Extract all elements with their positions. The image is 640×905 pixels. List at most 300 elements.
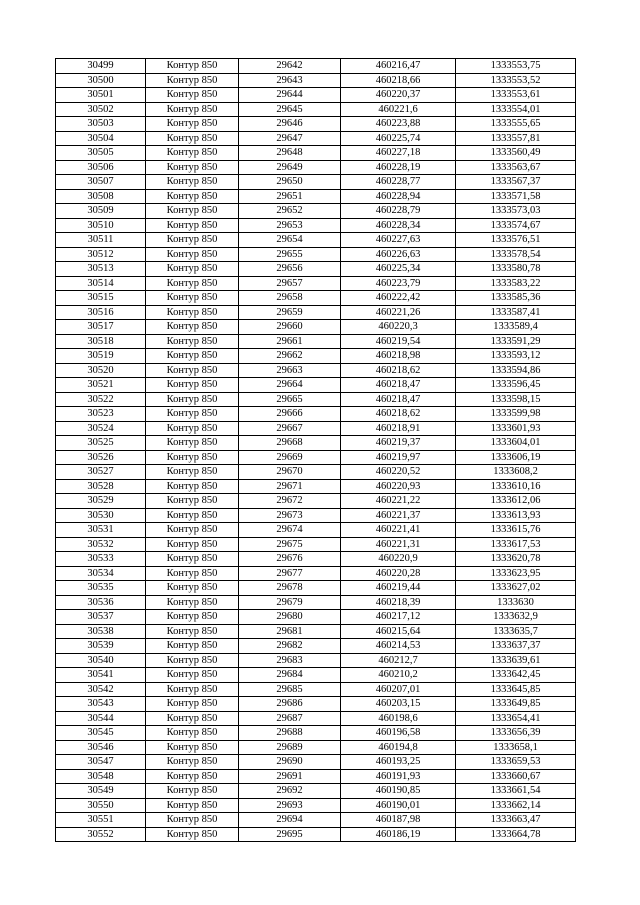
table-row bbox=[56, 537, 576, 552]
table-row bbox=[56, 73, 576, 88]
point-number-cell: 29663 bbox=[239, 363, 341, 378]
point-number-cell: 29694 bbox=[239, 813, 341, 828]
table-row bbox=[56, 421, 576, 436]
x-coordinate-cell: 460214,53 bbox=[341, 639, 456, 654]
y-coordinate-cell: 1333632,9 bbox=[456, 610, 576, 625]
y-coordinate-cell: 1333642,45 bbox=[456, 668, 576, 683]
contour-name-cell: Контур 850 bbox=[146, 407, 239, 422]
y-coordinate-cell: 1333553,52 bbox=[456, 73, 576, 88]
point-number-cell: 29683 bbox=[239, 653, 341, 668]
table-row bbox=[56, 349, 576, 364]
table-row bbox=[56, 784, 576, 799]
point-number-cell: 29666 bbox=[239, 407, 341, 422]
row-number-cell: 30526 bbox=[56, 450, 146, 465]
row-number-cell: 30519 bbox=[56, 349, 146, 364]
contour-name-cell: Контур 850 bbox=[146, 668, 239, 683]
contour-name-cell: Контур 850 bbox=[146, 349, 239, 364]
x-coordinate-cell: 460218,39 bbox=[341, 595, 456, 610]
table-row bbox=[56, 726, 576, 741]
y-coordinate-cell: 1333617,53 bbox=[456, 537, 576, 552]
point-number-cell: 29650 bbox=[239, 175, 341, 190]
y-coordinate-cell: 1333645,85 bbox=[456, 682, 576, 697]
row-number-cell: 30548 bbox=[56, 769, 146, 784]
point-number-cell: 29682 bbox=[239, 639, 341, 654]
point-number-cell: 29668 bbox=[239, 436, 341, 451]
table-row bbox=[56, 59, 576, 74]
y-coordinate-cell: 1333663,47 bbox=[456, 813, 576, 828]
table-row bbox=[56, 755, 576, 770]
point-number-cell: 29664 bbox=[239, 378, 341, 393]
point-number-cell: 29661 bbox=[239, 334, 341, 349]
contour-name-cell: Контур 850 bbox=[146, 305, 239, 320]
point-number-cell: 29645 bbox=[239, 102, 341, 117]
table-row bbox=[56, 639, 576, 654]
row-number-cell: 30534 bbox=[56, 566, 146, 581]
y-coordinate-cell: 1333594,86 bbox=[456, 363, 576, 378]
row-number-cell: 30538 bbox=[56, 624, 146, 639]
y-coordinate-cell: 1333576,51 bbox=[456, 233, 576, 248]
x-coordinate-cell: 460193,25 bbox=[341, 755, 456, 770]
contour-name-cell: Контур 850 bbox=[146, 392, 239, 407]
table-row bbox=[56, 175, 576, 190]
contour-name-cell: Контур 850 bbox=[146, 102, 239, 117]
contour-name-cell: Контур 850 bbox=[146, 131, 239, 146]
point-number-cell: 29672 bbox=[239, 494, 341, 509]
x-coordinate-cell: 460212,7 bbox=[341, 653, 456, 668]
contour-name-cell: Контур 850 bbox=[146, 378, 239, 393]
x-coordinate-cell: 460225,74 bbox=[341, 131, 456, 146]
point-number-cell: 29648 bbox=[239, 146, 341, 161]
row-number-cell: 30532 bbox=[56, 537, 146, 552]
row-number-cell: 30531 bbox=[56, 523, 146, 538]
table-row bbox=[56, 450, 576, 465]
row-number-cell: 30500 bbox=[56, 73, 146, 88]
y-coordinate-cell: 1333658,1 bbox=[456, 740, 576, 755]
row-number-cell: 30513 bbox=[56, 262, 146, 277]
y-coordinate-cell: 1333623,95 bbox=[456, 566, 576, 581]
x-coordinate-cell: 460227,18 bbox=[341, 146, 456, 161]
row-number-cell: 30511 bbox=[56, 233, 146, 248]
row-number-cell: 30527 bbox=[56, 465, 146, 480]
x-coordinate-cell: 460220,52 bbox=[341, 465, 456, 480]
table-row bbox=[56, 827, 576, 842]
y-coordinate-cell: 1333660,67 bbox=[456, 769, 576, 784]
row-number-cell: 30552 bbox=[56, 827, 146, 842]
y-coordinate-cell: 1333571,58 bbox=[456, 189, 576, 204]
y-coordinate-cell: 1333608,2 bbox=[456, 465, 576, 480]
row-number-cell: 30517 bbox=[56, 320, 146, 335]
y-coordinate-cell: 1333574,67 bbox=[456, 218, 576, 233]
y-coordinate-cell: 1333613,93 bbox=[456, 508, 576, 523]
x-coordinate-cell: 460221,37 bbox=[341, 508, 456, 523]
row-number-cell: 30530 bbox=[56, 508, 146, 523]
x-coordinate-cell: 460190,01 bbox=[341, 798, 456, 813]
x-coordinate-cell: 460227,63 bbox=[341, 233, 456, 248]
row-number-cell: 30541 bbox=[56, 668, 146, 683]
y-coordinate-cell: 1333615,76 bbox=[456, 523, 576, 538]
row-number-cell: 30539 bbox=[56, 639, 146, 654]
y-coordinate-cell: 1333587,41 bbox=[456, 305, 576, 320]
y-coordinate-cell: 1333598,15 bbox=[456, 392, 576, 407]
y-coordinate-cell: 1333589,4 bbox=[456, 320, 576, 335]
x-coordinate-cell: 460196,58 bbox=[341, 726, 456, 741]
point-number-cell: 29642 bbox=[239, 59, 341, 74]
x-coordinate-cell: 460221,31 bbox=[341, 537, 456, 552]
row-number-cell: 30502 bbox=[56, 102, 146, 117]
point-number-cell: 29684 bbox=[239, 668, 341, 683]
contour-name-cell: Контур 850 bbox=[146, 262, 239, 277]
y-coordinate-cell: 1333612,06 bbox=[456, 494, 576, 509]
row-number-cell: 30542 bbox=[56, 682, 146, 697]
x-coordinate-cell: 460210,2 bbox=[341, 668, 456, 683]
contour-name-cell: Контур 850 bbox=[146, 247, 239, 262]
table-row bbox=[56, 798, 576, 813]
point-number-cell: 29681 bbox=[239, 624, 341, 639]
x-coordinate-cell: 460228,77 bbox=[341, 175, 456, 190]
contour-name-cell: Контур 850 bbox=[146, 537, 239, 552]
point-number-cell: 29671 bbox=[239, 479, 341, 494]
table-row bbox=[56, 653, 576, 668]
table-row bbox=[56, 682, 576, 697]
row-number-cell: 30540 bbox=[56, 653, 146, 668]
table-row bbox=[56, 566, 576, 581]
y-coordinate-cell: 1333573,03 bbox=[456, 204, 576, 219]
point-number-cell: 29646 bbox=[239, 117, 341, 132]
x-coordinate-cell: 460218,62 bbox=[341, 363, 456, 378]
contour-name-cell: Контур 850 bbox=[146, 233, 239, 248]
point-number-cell: 29643 bbox=[239, 73, 341, 88]
contour-name-cell: Контур 850 bbox=[146, 291, 239, 306]
row-number-cell: 30505 bbox=[56, 146, 146, 161]
table-row bbox=[56, 595, 576, 610]
point-number-cell: 29688 bbox=[239, 726, 341, 741]
x-coordinate-cell: 460218,66 bbox=[341, 73, 456, 88]
x-coordinate-cell: 460203,15 bbox=[341, 697, 456, 712]
table-row bbox=[56, 407, 576, 422]
table-row bbox=[56, 465, 576, 480]
x-coordinate-cell: 460223,88 bbox=[341, 117, 456, 132]
point-number-cell: 29691 bbox=[239, 769, 341, 784]
contour-name-cell: Контур 850 bbox=[146, 813, 239, 828]
x-coordinate-cell: 460225,34 bbox=[341, 262, 456, 277]
y-coordinate-cell: 1333553,61 bbox=[456, 88, 576, 103]
table-row bbox=[56, 392, 576, 407]
row-number-cell: 30516 bbox=[56, 305, 146, 320]
y-coordinate-cell: 1333661,54 bbox=[456, 784, 576, 799]
y-coordinate-cell: 1333637,37 bbox=[456, 639, 576, 654]
table-row bbox=[56, 291, 576, 306]
point-number-cell: 29665 bbox=[239, 392, 341, 407]
row-number-cell: 30523 bbox=[56, 407, 146, 422]
row-number-cell: 30550 bbox=[56, 798, 146, 813]
point-number-cell: 29644 bbox=[239, 88, 341, 103]
point-number-cell: 29676 bbox=[239, 552, 341, 567]
row-number-cell: 30529 bbox=[56, 494, 146, 509]
contour-name-cell: Контур 850 bbox=[146, 639, 239, 654]
table-row bbox=[56, 740, 576, 755]
table-row bbox=[56, 436, 576, 451]
point-number-cell: 29678 bbox=[239, 581, 341, 596]
table-row bbox=[56, 146, 576, 161]
contour-name-cell: Контур 850 bbox=[146, 784, 239, 799]
row-number-cell: 30524 bbox=[56, 421, 146, 436]
table-row bbox=[56, 769, 576, 784]
y-coordinate-cell: 1333610,16 bbox=[456, 479, 576, 494]
row-number-cell: 30536 bbox=[56, 595, 146, 610]
x-coordinate-cell: 460221,41 bbox=[341, 523, 456, 538]
point-number-cell: 29673 bbox=[239, 508, 341, 523]
y-coordinate-cell: 1333567,37 bbox=[456, 175, 576, 190]
x-coordinate-cell: 460220,3 bbox=[341, 320, 456, 335]
point-number-cell: 29679 bbox=[239, 595, 341, 610]
x-coordinate-cell: 460215,64 bbox=[341, 624, 456, 639]
contour-name-cell: Контур 850 bbox=[146, 566, 239, 581]
y-coordinate-cell: 1333604,01 bbox=[456, 436, 576, 451]
row-number-cell: 30528 bbox=[56, 479, 146, 494]
table-row bbox=[56, 131, 576, 146]
row-number-cell: 30507 bbox=[56, 175, 146, 190]
x-coordinate-cell: 460198,6 bbox=[341, 711, 456, 726]
x-coordinate-cell: 460186,19 bbox=[341, 827, 456, 842]
point-number-cell: 29659 bbox=[239, 305, 341, 320]
contour-name-cell: Контур 850 bbox=[146, 117, 239, 132]
point-number-cell: 29677 bbox=[239, 566, 341, 581]
x-coordinate-cell: 460219,54 bbox=[341, 334, 456, 349]
table-row bbox=[56, 494, 576, 509]
table-row bbox=[56, 552, 576, 567]
row-number-cell: 30545 bbox=[56, 726, 146, 741]
contour-name-cell: Контур 850 bbox=[146, 59, 239, 74]
point-number-cell: 29654 bbox=[239, 233, 341, 248]
contour-name-cell: Контур 850 bbox=[146, 552, 239, 567]
x-coordinate-cell: 460228,79 bbox=[341, 204, 456, 219]
coordinates-table-body bbox=[56, 59, 576, 842]
table-row bbox=[56, 305, 576, 320]
table-row bbox=[56, 697, 576, 712]
contour-name-cell: Контур 850 bbox=[146, 160, 239, 175]
row-number-cell: 30525 bbox=[56, 436, 146, 451]
y-coordinate-cell: 1333635,7 bbox=[456, 624, 576, 639]
contour-name-cell: Контур 850 bbox=[146, 740, 239, 755]
point-number-cell: 29652 bbox=[239, 204, 341, 219]
contour-name-cell: Контур 850 bbox=[146, 769, 239, 784]
point-number-cell: 29692 bbox=[239, 784, 341, 799]
row-number-cell: 30510 bbox=[56, 218, 146, 233]
point-number-cell: 29674 bbox=[239, 523, 341, 538]
y-coordinate-cell: 1333585,36 bbox=[456, 291, 576, 306]
y-coordinate-cell: 1333593,12 bbox=[456, 349, 576, 364]
contour-name-cell: Контур 850 bbox=[146, 697, 239, 712]
y-coordinate-cell: 1333591,29 bbox=[456, 334, 576, 349]
table-row bbox=[56, 88, 576, 103]
x-coordinate-cell: 460194,8 bbox=[341, 740, 456, 755]
x-coordinate-cell: 460219,97 bbox=[341, 450, 456, 465]
y-coordinate-cell: 1333656,39 bbox=[456, 726, 576, 741]
point-number-cell: 29647 bbox=[239, 131, 341, 146]
row-number-cell: 30499 bbox=[56, 59, 146, 74]
row-number-cell: 30518 bbox=[56, 334, 146, 349]
contour-name-cell: Контур 850 bbox=[146, 146, 239, 161]
table-row bbox=[56, 624, 576, 639]
table-row bbox=[56, 233, 576, 248]
y-coordinate-cell: 1333627,02 bbox=[456, 581, 576, 596]
contour-name-cell: Контур 850 bbox=[146, 610, 239, 625]
contour-name-cell: Контур 850 bbox=[146, 508, 239, 523]
y-coordinate-cell: 1333601,93 bbox=[456, 421, 576, 436]
row-number-cell: 30504 bbox=[56, 131, 146, 146]
row-number-cell: 30514 bbox=[56, 276, 146, 291]
contour-name-cell: Контур 850 bbox=[146, 595, 239, 610]
point-number-cell: 29680 bbox=[239, 610, 341, 625]
y-coordinate-cell: 1333596,45 bbox=[456, 378, 576, 393]
x-coordinate-cell: 460218,91 bbox=[341, 421, 456, 436]
x-coordinate-cell: 460191,93 bbox=[341, 769, 456, 784]
y-coordinate-cell: 1333606,19 bbox=[456, 450, 576, 465]
contour-name-cell: Контур 850 bbox=[146, 276, 239, 291]
table-row bbox=[56, 160, 576, 175]
row-number-cell: 30535 bbox=[56, 581, 146, 596]
x-coordinate-cell: 460207,01 bbox=[341, 682, 456, 697]
x-coordinate-cell: 460220,9 bbox=[341, 552, 456, 567]
contour-name-cell: Контур 850 bbox=[146, 450, 239, 465]
point-number-cell: 29686 bbox=[239, 697, 341, 712]
table-row bbox=[56, 320, 576, 335]
point-number-cell: 29656 bbox=[239, 262, 341, 277]
row-number-cell: 30521 bbox=[56, 378, 146, 393]
x-coordinate-cell: 460228,94 bbox=[341, 189, 456, 204]
row-number-cell: 30547 bbox=[56, 755, 146, 770]
contour-name-cell: Контур 850 bbox=[146, 494, 239, 509]
x-coordinate-cell: 460219,37 bbox=[341, 436, 456, 451]
contour-name-cell: Контур 850 bbox=[146, 363, 239, 378]
x-coordinate-cell: 460218,47 bbox=[341, 392, 456, 407]
contour-name-cell: Контур 850 bbox=[146, 334, 239, 349]
point-number-cell: 29662 bbox=[239, 349, 341, 364]
y-coordinate-cell: 1333639,61 bbox=[456, 653, 576, 668]
point-number-cell: 29660 bbox=[239, 320, 341, 335]
table-row bbox=[56, 668, 576, 683]
contour-name-cell: Контур 850 bbox=[146, 798, 239, 813]
point-number-cell: 29667 bbox=[239, 421, 341, 436]
contour-name-cell: Контур 850 bbox=[146, 218, 239, 233]
x-coordinate-cell: 460221,26 bbox=[341, 305, 456, 320]
point-number-cell: 29695 bbox=[239, 827, 341, 842]
row-number-cell: 30515 bbox=[56, 291, 146, 306]
contour-name-cell: Контур 850 bbox=[146, 421, 239, 436]
x-coordinate-cell: 460226,63 bbox=[341, 247, 456, 262]
contour-name-cell: Контур 850 bbox=[146, 436, 239, 451]
table-row bbox=[56, 813, 576, 828]
y-coordinate-cell: 1333664,78 bbox=[456, 827, 576, 842]
point-number-cell: 29670 bbox=[239, 465, 341, 480]
row-number-cell: 30522 bbox=[56, 392, 146, 407]
x-coordinate-cell: 460217,12 bbox=[341, 610, 456, 625]
row-number-cell: 30551 bbox=[56, 813, 146, 828]
table-row bbox=[56, 276, 576, 291]
row-number-cell: 30512 bbox=[56, 247, 146, 262]
contour-name-cell: Контур 850 bbox=[146, 726, 239, 741]
y-coordinate-cell: 1333553,75 bbox=[456, 59, 576, 74]
table-row bbox=[56, 218, 576, 233]
contour-name-cell: Контур 850 bbox=[146, 682, 239, 697]
point-number-cell: 29653 bbox=[239, 218, 341, 233]
x-coordinate-cell: 460221,6 bbox=[341, 102, 456, 117]
x-coordinate-cell: 460218,62 bbox=[341, 407, 456, 422]
point-number-cell: 29669 bbox=[239, 450, 341, 465]
x-coordinate-cell: 460218,98 bbox=[341, 349, 456, 364]
y-coordinate-cell: 1333654,41 bbox=[456, 711, 576, 726]
point-number-cell: 29693 bbox=[239, 798, 341, 813]
contour-name-cell: Контур 850 bbox=[146, 755, 239, 770]
x-coordinate-cell: 460219,44 bbox=[341, 581, 456, 596]
y-coordinate-cell: 1333554,01 bbox=[456, 102, 576, 117]
y-coordinate-cell: 1333557,81 bbox=[456, 131, 576, 146]
row-number-cell: 30503 bbox=[56, 117, 146, 132]
table-row bbox=[56, 117, 576, 132]
contour-name-cell: Контур 850 bbox=[146, 204, 239, 219]
y-coordinate-cell: 1333555,65 bbox=[456, 117, 576, 132]
point-number-cell: 29657 bbox=[239, 276, 341, 291]
table-row bbox=[56, 189, 576, 204]
x-coordinate-cell: 460222,42 bbox=[341, 291, 456, 306]
point-number-cell: 29690 bbox=[239, 755, 341, 770]
x-coordinate-cell: 460218,47 bbox=[341, 378, 456, 393]
table-row bbox=[56, 262, 576, 277]
point-number-cell: 29658 bbox=[239, 291, 341, 306]
table-row bbox=[56, 102, 576, 117]
table-row bbox=[56, 610, 576, 625]
point-number-cell: 29675 bbox=[239, 537, 341, 552]
x-coordinate-cell: 460187,98 bbox=[341, 813, 456, 828]
x-coordinate-cell: 460223,79 bbox=[341, 276, 456, 291]
y-coordinate-cell: 1333620,78 bbox=[456, 552, 576, 567]
table-row bbox=[56, 204, 576, 219]
point-number-cell: 29689 bbox=[239, 740, 341, 755]
row-number-cell: 30546 bbox=[56, 740, 146, 755]
contour-name-cell: Контур 850 bbox=[146, 653, 239, 668]
point-number-cell: 29687 bbox=[239, 711, 341, 726]
table-row bbox=[56, 479, 576, 494]
contour-name-cell: Контур 850 bbox=[146, 827, 239, 842]
contour-name-cell: Контур 850 bbox=[146, 189, 239, 204]
contour-name-cell: Контур 850 bbox=[146, 88, 239, 103]
table-row bbox=[56, 363, 576, 378]
y-coordinate-cell: 1333578,54 bbox=[456, 247, 576, 262]
row-number-cell: 30501 bbox=[56, 88, 146, 103]
y-coordinate-cell: 1333599,98 bbox=[456, 407, 576, 422]
row-number-cell: 30508 bbox=[56, 189, 146, 204]
point-number-cell: 29649 bbox=[239, 160, 341, 175]
point-number-cell: 29685 bbox=[239, 682, 341, 697]
y-coordinate-cell: 1333583,22 bbox=[456, 276, 576, 291]
y-coordinate-cell: 1333649,85 bbox=[456, 697, 576, 712]
x-coordinate-cell: 460220,37 bbox=[341, 88, 456, 103]
table-row bbox=[56, 508, 576, 523]
contour-name-cell: Контур 850 bbox=[146, 624, 239, 639]
x-coordinate-cell: 460228,19 bbox=[341, 160, 456, 175]
x-coordinate-cell: 460216,47 bbox=[341, 59, 456, 74]
table-row bbox=[56, 581, 576, 596]
contour-name-cell: Контур 850 bbox=[146, 320, 239, 335]
row-number-cell: 30520 bbox=[56, 363, 146, 378]
y-coordinate-cell: 1333630 bbox=[456, 595, 576, 610]
table-row bbox=[56, 334, 576, 349]
point-number-cell: 29655 bbox=[239, 247, 341, 262]
row-number-cell: 30537 bbox=[56, 610, 146, 625]
table-row bbox=[56, 247, 576, 262]
contour-name-cell: Контур 850 bbox=[146, 479, 239, 494]
x-coordinate-cell: 460220,93 bbox=[341, 479, 456, 494]
